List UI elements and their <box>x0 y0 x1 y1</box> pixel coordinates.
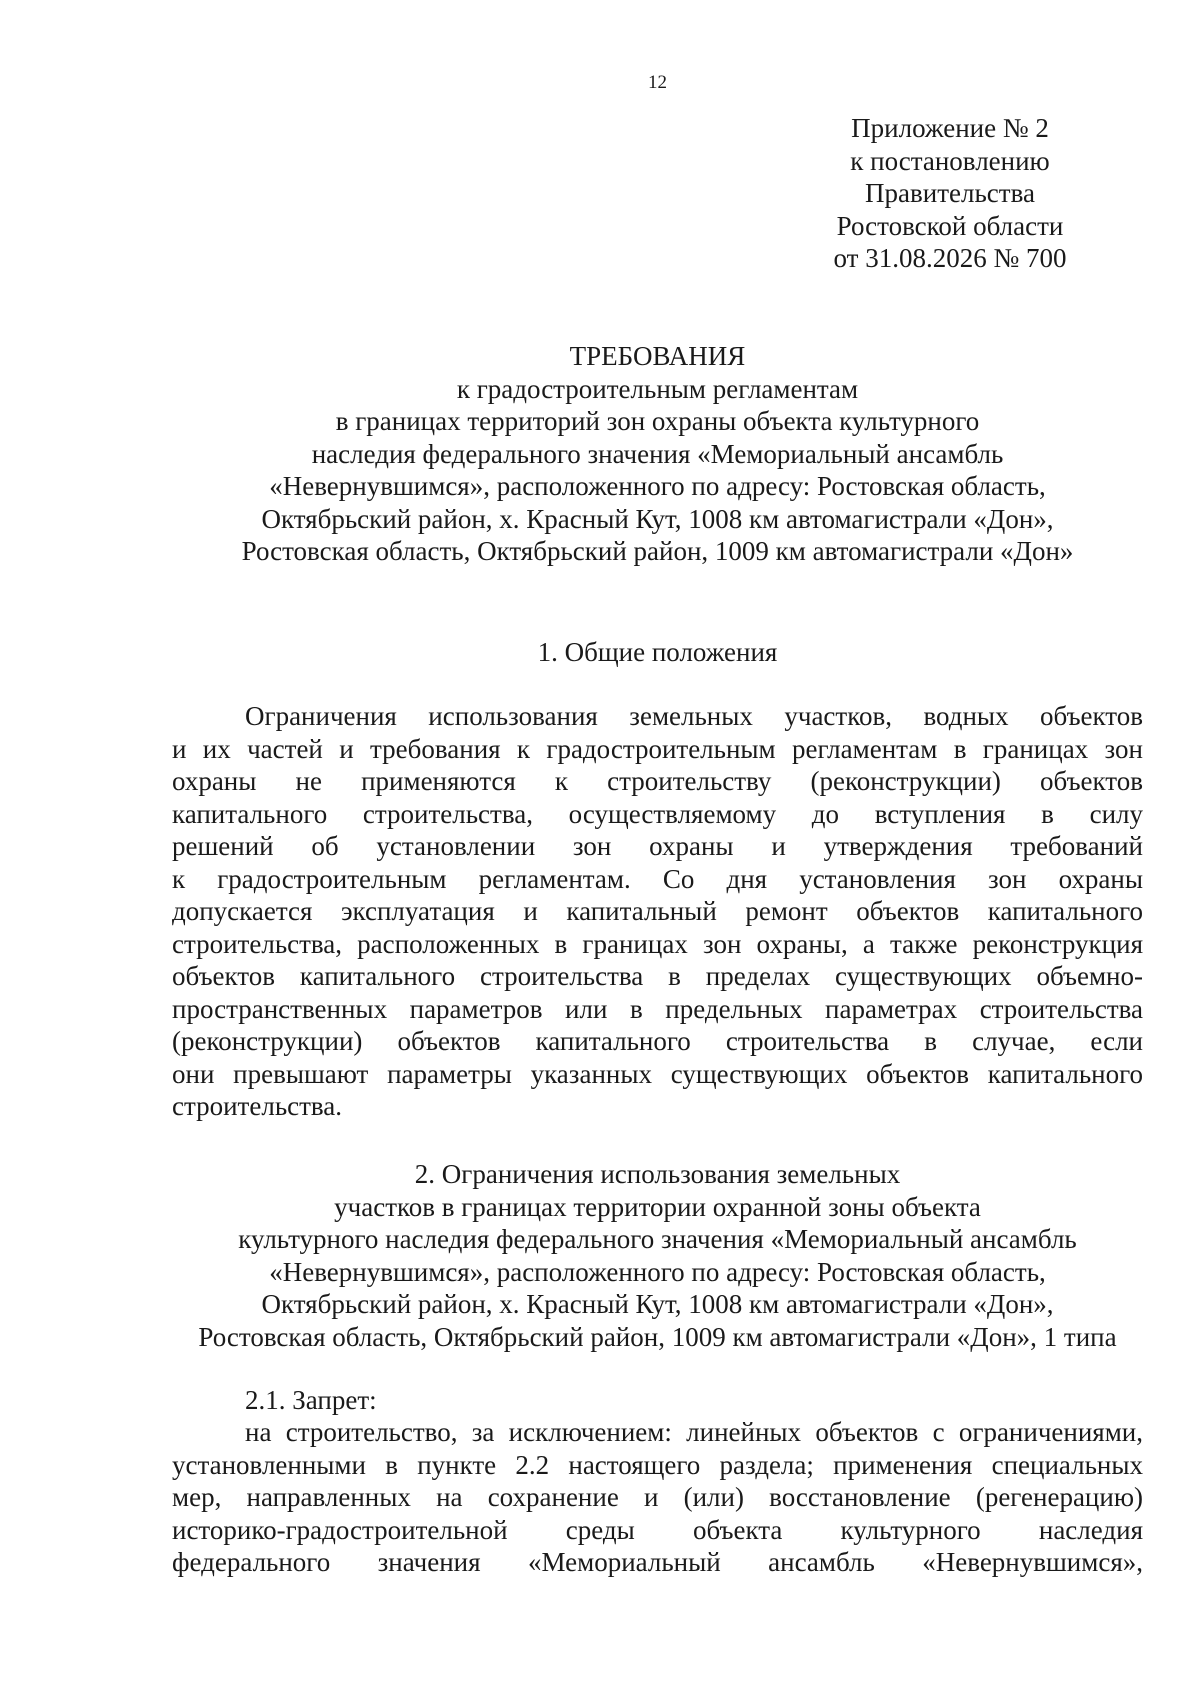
appendix-line: от 31.08.2026 № 700 <box>833 243 1067 273</box>
appendix-line: к постановлению <box>850 145 1050 176</box>
appendix-line: Правительства <box>865 178 1035 208</box>
document-title <box>170 340 1145 568</box>
paragraph-line: историко-градостроительной среды объекта культурного наследия <box>172 1514 1143 1545</box>
paragraph-line: федерального значения «Мемориальный ансамбль «Невернувшимся», <box>172 1547 1143 1577</box>
section-2-heading-line: 2. Ограничения использования земельных <box>414 1159 901 1189</box>
paragraph-line: решений об установлении зон охраны и утверждения требований <box>172 831 1143 861</box>
appendix-block <box>800 112 1100 275</box>
paragraph-line: и их частей и требования к градостроительным регламентам в границах зон <box>172 733 1143 764</box>
paragraph-line: строительства. <box>172 1091 343 1121</box>
title-line: «Невернувшимся», расположенного по адресу: Ростовская область, <box>269 471 1046 501</box>
title-line: наследия федерального значения «Мемориальный ансамбль <box>311 438 1004 469</box>
section-2-heading-line: Октябрьский район, х. Красный Кут, 1008 км автомагистрали «Дон», <box>261 1289 1054 1319</box>
paragraph-line: Ограничения использования земельных участков, водных объектов <box>245 701 1143 731</box>
title-line: к градостроительным регламентам <box>456 373 859 404</box>
paragraph-line: охраны не применяются к строительству (реконструкции) объектов <box>172 766 1143 796</box>
section-2-paragraph <box>172 1416 1143 1579</box>
appendix-line: Ростовской области <box>836 210 1064 241</box>
paragraph-line: на строительство, за исключением: линейных объектов с ограничениями, <box>245 1417 1143 1447</box>
paragraph-line: объектов капитального строительства в пределах существующих объемно- <box>172 961 1143 991</box>
section-2-heading <box>170 1158 1145 1353</box>
section-2-heading-line: культурного наследия федерального значения «Мемориальный ансамбль <box>238 1224 1077 1254</box>
paragraph-line: допускается эксплуатация и капитальный ремонт объектов капитального <box>172 896 1143 926</box>
subsection-2-1-heading: 2.1. Запрет: <box>245 1385 377 1415</box>
section-2-heading-line: участков в границах территории охранной зоны объекта <box>334 1191 981 1222</box>
title-heading: ТРЕБОВАНИЯ <box>569 341 746 371</box>
title-line: в границах территорий зон охраны объекта культурного <box>335 406 980 436</box>
section-2-heading-line: Ростовская область, Октябрьский район, 1009 км автомагистрали «Дон», 1 типа <box>198 1321 1117 1352</box>
section-1-heading: 1. Общие положения <box>537 637 778 667</box>
section-1-paragraph <box>172 700 1143 1123</box>
paragraph-line: они превышают параметры указанных существующих объектов капитального <box>172 1058 1143 1089</box>
appendix-line: Приложение № 2 <box>851 113 1049 143</box>
paragraph-line: (реконструкции) объектов капитального строительства в случае, если <box>172 1026 1143 1056</box>
title-line: Октябрьский район, х. Красный Кут, 1008 км автомагистрали «Дон», <box>261 503 1054 534</box>
title-line: Ростовская область, Октябрьский район, 1009 км автомагистрали «Дон» <box>241 536 1074 566</box>
paragraph-line: пространственных параметров или в предельных параметрах строительства <box>172 993 1143 1024</box>
page-number: 12 <box>648 72 667 93</box>
section-2-heading-line: «Невернувшимся», расположенного по адресу: Ростовская область, <box>269 1256 1046 1287</box>
paragraph-line: капитального строительства, осуществляемому до вступления в силу <box>172 798 1143 829</box>
paragraph-line: к градостроительным регламентам. Со дня установления зон охраны <box>172 863 1143 894</box>
paragraph-line: установленными в пункте 2.2 настоящего раздела; применения специальных <box>172 1449 1143 1480</box>
paragraph-line: строительства, расположенных в границах зон охраны, а также реконструкция <box>172 928 1143 959</box>
paragraph-line: мер, направленных на сохранение и (или) восстановление (регенерацию) <box>172 1482 1143 1512</box>
